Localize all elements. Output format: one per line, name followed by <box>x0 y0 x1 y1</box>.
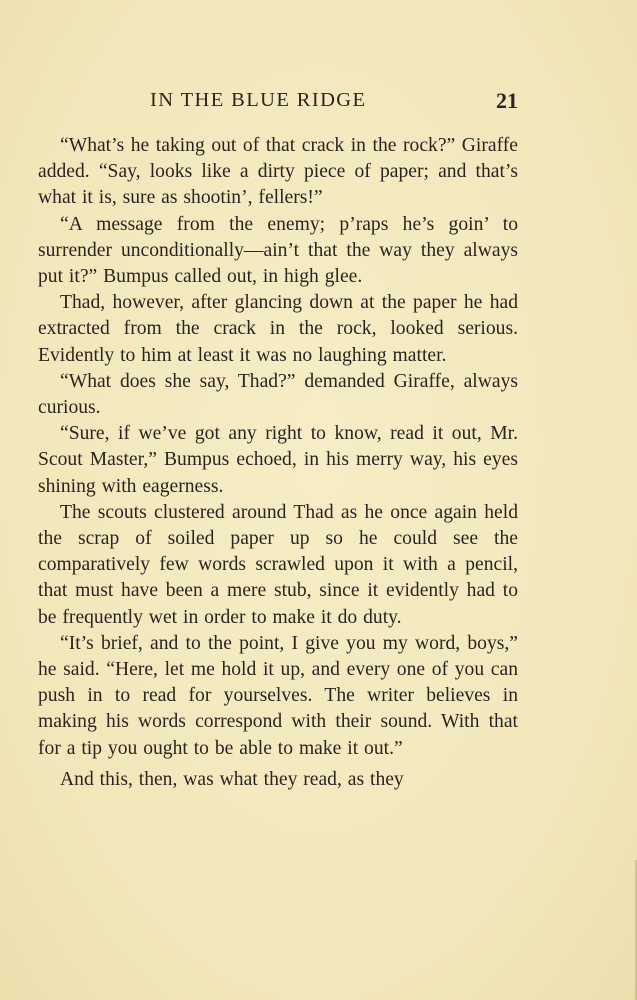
page-header <box>38 84 518 120</box>
running-head: IN THE BLUE RIDGE <box>150 89 367 111</box>
paragraph: “It’s brief, and to the point, I give you my word, boys,” he said. “Here, let me hold it up, and every one of you can push in to read for yourselves. The writer believes in making his words correspond with their sound. With that for a tip you ought to be able to make it out.” <box>38 632 518 759</box>
paragraph: “Sure, if we’ve got any right to know, read it out, Mr. Scout Master,” Bumpus echoed, in his merry way, his eyes shining with eagerness. <box>38 423 518 497</box>
paragraph: “A message from the enemy; p’raps he’s goin’ to surrender unconditionally—ain’t that the way they always put it?” Bumpus called out, in high glee. <box>38 213 518 288</box>
paragraph: The scouts clustered around Thad as he once again held the scrap of soiled paper up so he could see the comparatively few words scrawled upon it with a pencil, that must have been a mere stub, since it evidently had to be frequently wet in order to make it do duty. <box>38 501 518 628</box>
page-number: 21 <box>496 88 518 113</box>
paragraph: Thad, however, after glancing down at the paper he had extracted from the crack in the rock, looked serious. Evidently to him at least it was no laughing matter. <box>38 292 518 366</box>
paragraph: “What does she say, Thad?” demanded Giraffe, always curious. <box>38 370 518 419</box>
paragraph: And this, then, was what they read, as they <box>60 768 404 790</box>
paragraph: “What’s he taking out of that crack in the rock?” Giraffe added. “Say, looks like a dirty piece of paper; and that’s what it is, sure as shootin’, fellers!” <box>38 135 518 209</box>
body-text <box>38 133 518 793</box>
